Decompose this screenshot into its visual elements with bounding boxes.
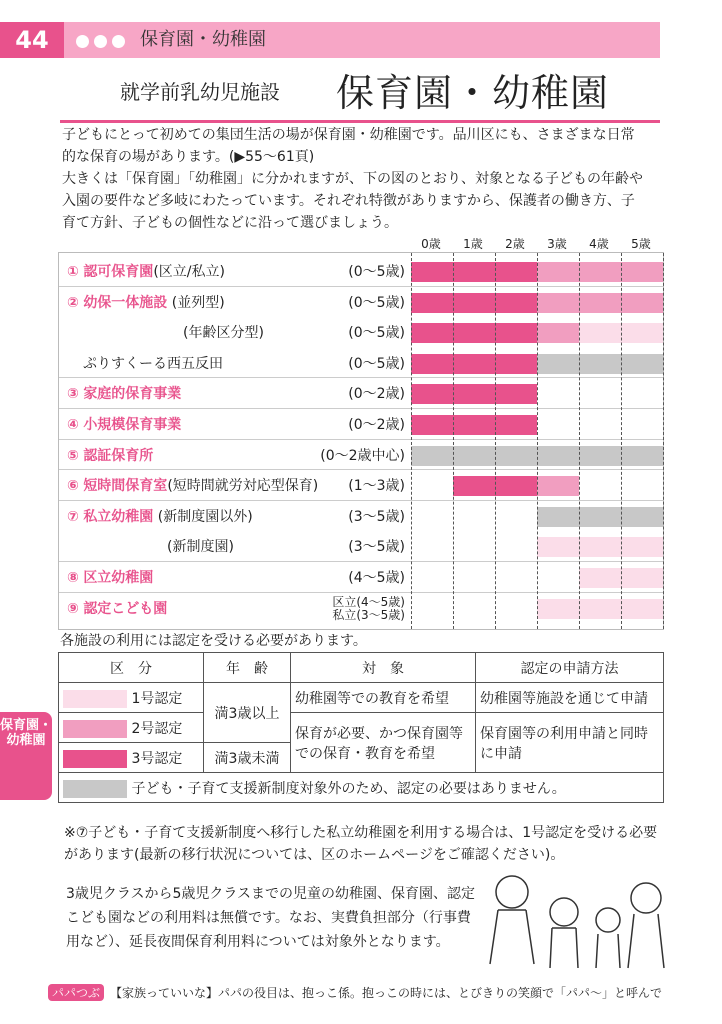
cat1-swatch bbox=[63, 690, 127, 708]
title-sub: 就学前乳幼児施設 bbox=[120, 80, 280, 104]
footer bbox=[48, 984, 662, 1001]
footer-text: 【家族っていいな】パパの役目は、抱っこ係。抱っこの時には、とびきりの笑顔で「パパ〜」と呼んで bbox=[110, 986, 663, 1000]
facility-row bbox=[59, 594, 663, 624]
row-divider bbox=[59, 439, 663, 440]
cat2-swatch bbox=[63, 720, 127, 738]
target1: 幼稚園等での教育を希望 bbox=[291, 683, 476, 713]
facility-row bbox=[59, 410, 663, 440]
facility-title: 認定こども園 bbox=[83, 600, 168, 617]
facility-name bbox=[67, 379, 181, 409]
facility-range-line: 私立(3〜5歳) bbox=[332, 607, 405, 622]
facility-name bbox=[67, 257, 225, 287]
cat2-cell bbox=[59, 713, 204, 743]
facility-chart bbox=[58, 252, 664, 630]
age-label: 0歳 bbox=[421, 237, 441, 251]
facility-row bbox=[59, 502, 663, 532]
facility-number: ⑤ bbox=[67, 447, 79, 464]
method1: 幼稚園等施設を通じて申請 bbox=[476, 683, 664, 713]
facility-title: 短時間保育室 bbox=[83, 478, 168, 495]
no-cert-row bbox=[59, 773, 664, 803]
age-bar bbox=[411, 354, 537, 374]
facility-title: 認可保育園 bbox=[83, 264, 154, 280]
gray-swatch bbox=[63, 780, 127, 798]
age-bar bbox=[411, 323, 537, 343]
facility-row bbox=[59, 379, 663, 409]
row-divider bbox=[59, 408, 663, 409]
cat2-label: 2号認定 bbox=[131, 720, 183, 737]
facility-range: (1〜3歳) bbox=[348, 478, 405, 495]
facility-name bbox=[67, 441, 153, 471]
side-tab: 保育園・幼稚園 bbox=[0, 712, 52, 800]
cat3-cell bbox=[59, 743, 204, 773]
age-bar bbox=[411, 415, 537, 435]
header-category: 区 分 bbox=[59, 653, 204, 683]
age-label: 2歳 bbox=[505, 237, 525, 251]
note: ※⑦子ども・子育て支援新制度へ移行した私立幼稚園を利用する場合は、1号認定を受ける必要があります(最新の移行状況については、区のホームページをご確認ください)。 bbox=[64, 825, 658, 863]
facility-name bbox=[67, 594, 167, 624]
page-number: 44 bbox=[0, 22, 64, 58]
facility-row bbox=[59, 288, 663, 318]
facility-range: (0〜5歳) bbox=[348, 355, 405, 372]
facility-name bbox=[67, 288, 225, 318]
header-target: 対 象 bbox=[291, 653, 476, 683]
age-bar bbox=[537, 323, 579, 343]
facility-suffix: (年齢区分型) bbox=[183, 325, 264, 342]
header-method: 認定の申請方法 bbox=[476, 653, 664, 683]
cat1-cell bbox=[59, 683, 204, 713]
facility-number: ② bbox=[67, 294, 79, 311]
age-label: 3歳 bbox=[547, 237, 567, 251]
cert-caption: 各施設の利用には認定を受ける必要があります。 bbox=[60, 633, 367, 649]
age-bar bbox=[537, 537, 663, 557]
papatsubu-badge: パパつぶ bbox=[48, 984, 104, 1001]
age-gridline bbox=[411, 253, 412, 629]
facility-number: ④ bbox=[67, 417, 79, 433]
age-bar bbox=[537, 599, 663, 619]
facility-title: 小規模保育事業 bbox=[83, 417, 182, 433]
facility-suffix: (新制度園) bbox=[167, 539, 234, 556]
age-bar bbox=[411, 262, 537, 282]
age-label: 4歳 bbox=[589, 237, 609, 251]
row-divider bbox=[59, 469, 663, 470]
row-divider bbox=[59, 561, 663, 562]
cat3-label: 3号認定 bbox=[131, 750, 183, 767]
cat1-label: 1号認定 bbox=[131, 690, 183, 707]
age-bar bbox=[537, 293, 663, 313]
age-bar bbox=[537, 354, 663, 374]
facility-range: (3〜5歳) bbox=[348, 539, 405, 556]
age-gridline bbox=[537, 253, 538, 629]
facility-title: 家庭的保育事業 bbox=[83, 386, 182, 403]
intro-line: 的な保育の場があります。(▶55〜61頁) bbox=[62, 149, 315, 165]
facility-range: (0〜5歳) bbox=[348, 264, 405, 280]
intro-line: 大きくは「保育園」「幼稚園」に分かれますが、下の図のとおり、対象となる子どもの年齢や bbox=[62, 171, 643, 187]
facility-number: ⑧ bbox=[67, 570, 79, 586]
intro-line: 入園の要件など多岐にわたっています。それぞれ特徴がありますから、保護者の働き方、子 bbox=[62, 193, 635, 209]
facility-name bbox=[167, 532, 234, 562]
age-label: 1歳 bbox=[463, 237, 483, 251]
facility-range: (3〜5歳) bbox=[348, 508, 405, 525]
facility-range: (0〜2歳) bbox=[348, 417, 405, 433]
facility-row bbox=[59, 532, 663, 562]
facility-number: ⑥ bbox=[67, 478, 79, 495]
target23: 保育が必要、かつ保育園等での保育・教育を希望 bbox=[291, 713, 476, 773]
facility-row bbox=[59, 349, 663, 379]
age-gridline bbox=[579, 253, 580, 629]
intro-line: 子どもにとって初めての集団生活の場が保育園・幼稚園です。品川区にも、さまざまな日常 bbox=[62, 127, 635, 143]
facility-range: (0〜2歳) bbox=[348, 386, 405, 403]
age-bar bbox=[537, 507, 663, 527]
facility-row bbox=[59, 471, 663, 501]
facility-row bbox=[59, 441, 663, 471]
age-bar bbox=[411, 293, 537, 313]
page-title: 保育園・幼稚園 bbox=[336, 71, 610, 115]
facility-name bbox=[67, 563, 153, 593]
facility-title: 幼保一体施設 bbox=[83, 294, 168, 311]
facility-name bbox=[67, 410, 181, 440]
facility-title: 区立幼稚園 bbox=[83, 570, 154, 586]
facility-number: ① bbox=[67, 264, 79, 280]
section-title: 保育園・幼稚園 bbox=[140, 29, 266, 50]
age-bar bbox=[537, 262, 663, 282]
facility-number: ③ bbox=[67, 386, 79, 403]
header-age: 年 齢 bbox=[204, 653, 291, 683]
age-gridline bbox=[663, 253, 664, 629]
row-divider bbox=[59, 500, 663, 501]
facility-suffix: ぷりすくーる西五反田 bbox=[83, 355, 223, 372]
age-bar bbox=[537, 476, 579, 496]
section-band bbox=[64, 22, 660, 58]
cat3-swatch bbox=[63, 750, 127, 768]
facility-range: (0〜2歳中心) bbox=[320, 447, 405, 464]
row-divider bbox=[59, 377, 663, 378]
row-divider bbox=[59, 592, 663, 593]
intro-line: 育て方針、子どもの個性などに沿って選びましょう。 bbox=[62, 215, 398, 231]
family-illustration bbox=[468, 868, 668, 974]
facility-name bbox=[83, 349, 223, 379]
facility-row bbox=[59, 257, 663, 287]
facility-title: 認証保育所 bbox=[83, 447, 154, 464]
age-gridline bbox=[495, 253, 496, 629]
method23: 保育園等の利用申請と同時に申請 bbox=[476, 713, 664, 773]
facility-range-line: 区立(4〜5歳) bbox=[332, 594, 405, 609]
facility-range: (0〜5歳) bbox=[348, 294, 405, 311]
facility-suffix: (並列型) bbox=[167, 294, 225, 311]
facility-suffix: (短時間就労対応型保育) bbox=[167, 478, 319, 495]
age-gridline bbox=[453, 253, 454, 629]
age-label: 5歳 bbox=[631, 237, 651, 251]
facility-name bbox=[183, 318, 264, 348]
facility-range: (4〜5歳) bbox=[348, 570, 405, 586]
cert-table bbox=[58, 652, 664, 803]
age-gridline bbox=[621, 253, 622, 629]
age-over3: 満3歳以上 bbox=[204, 683, 291, 743]
facility-number: ⑨ bbox=[67, 600, 79, 617]
dots-decoration bbox=[76, 33, 130, 52]
row-divider bbox=[59, 286, 663, 287]
facility-suffix: (区立/私立) bbox=[153, 264, 225, 280]
facility-row bbox=[59, 563, 663, 593]
bottom-text: 3歳児クラスから5歳児クラスまでの児童の幼稚園、保育園、認定こども園などの利用料は無償です。なお、実費負担部分（行事費用など）、延長夜間保育利用料については対象外となります。 bbox=[66, 886, 475, 950]
age-bar bbox=[411, 384, 537, 404]
facility-range bbox=[332, 596, 405, 622]
title-underline bbox=[60, 120, 660, 123]
facility-suffix: (新制度園以外) bbox=[153, 508, 253, 525]
facility-name bbox=[67, 502, 253, 532]
facility-name bbox=[67, 471, 318, 501]
age-under3: 満3歳未満 bbox=[204, 743, 291, 773]
facility-row bbox=[59, 318, 663, 348]
facility-title: 私立幼稚園 bbox=[83, 508, 154, 525]
facility-number: ⑦ bbox=[67, 508, 79, 525]
facility-range: (0〜5歳) bbox=[348, 325, 405, 342]
no-cert-label: 子ども・子育て支援新制度対象外のため、認定の必要はありません。 bbox=[131, 780, 566, 797]
